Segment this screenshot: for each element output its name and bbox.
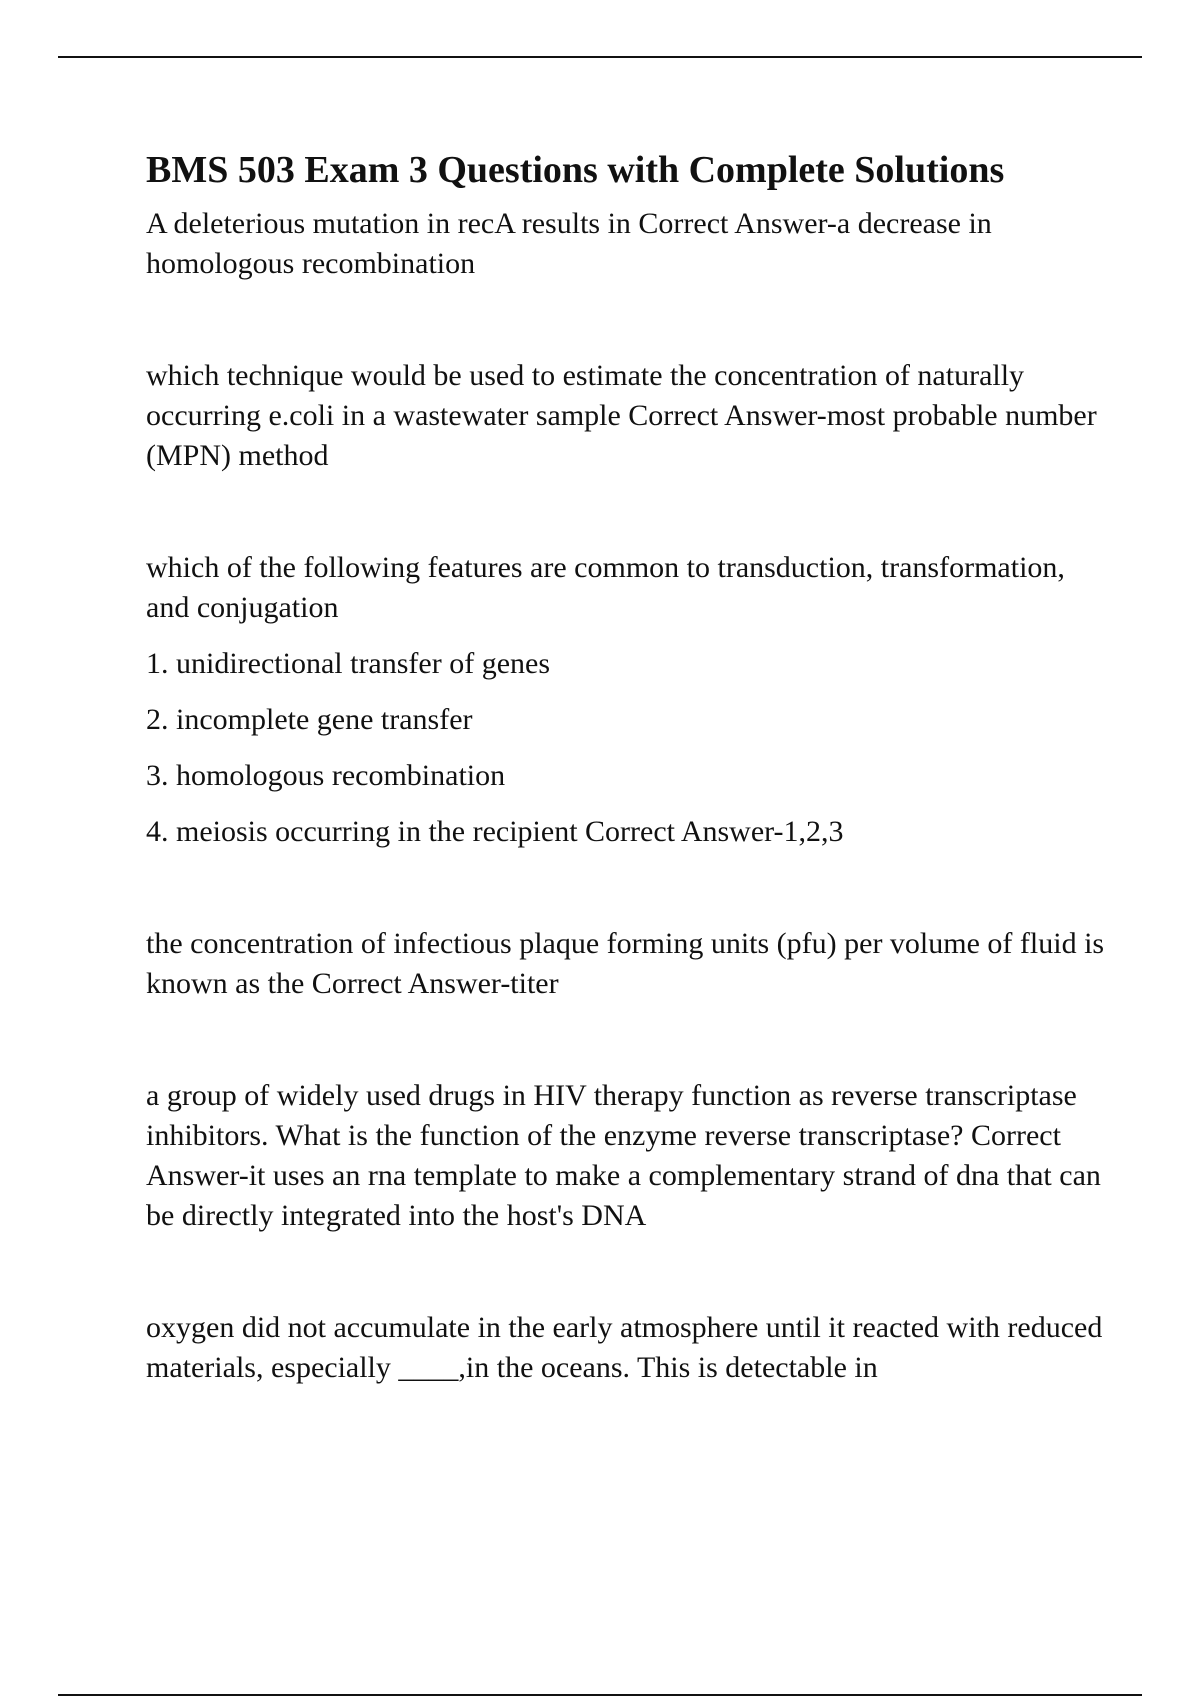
list-item: 1. unidirectional transfer of genes: [146, 647, 551, 680]
spacer: [146, 628, 1106, 644]
question-4: the concentration of infectious plaque forming units (pfu) per volume of fluid is known as the Correct Answer-titer: [146, 927, 1105, 1000]
question-5: a group of widely used drugs in HIV therapy function as reverse transcriptase inhibitors. What is the function of the enzyme reverse transcriptase? Correct Answer-it uses an rna template to make a complementary strand of dna that can be directly integrated into the host's DNA: [146, 1079, 1101, 1232]
question-3-options: [146, 644, 1106, 852]
bottom-rule: [58, 1694, 1142, 1696]
list-item: 4. meiosis occurring in the recipient Correct Answer-1,2,3: [146, 815, 844, 848]
spacer: [146, 1236, 1106, 1308]
question-6: oxygen did not accumulate in the early atmosphere until it reacted with reduced materials, especially ____,in the oceans. This is detectable in: [146, 1311, 1103, 1384]
spacer: [146, 852, 1106, 924]
question-3-stem: which of the following features are common to transduction, transformation, and conjugation: [146, 551, 1065, 624]
question-3: [146, 548, 1106, 852]
spacer: [146, 476, 1106, 548]
document-body: [146, 140, 1106, 1388]
list-item: 2. incomplete gene transfer: [146, 703, 473, 736]
spacer: [146, 1004, 1106, 1076]
top-rule: [58, 56, 1142, 58]
spacer: [146, 284, 1106, 356]
question-2: which technique would be used to estimate the concentration of naturally occurring e.coli in a wastewater sample Correct Answer-most probable number (MPN) method: [146, 359, 1097, 472]
question-1: A deleterious mutation in recA results in Correct Answer-a decrease in homologous recombination: [146, 207, 992, 280]
document-title: BMS 503 Exam 3 Questions with Complete Solutions: [146, 149, 1005, 191]
list-item: 3. homologous recombination: [146, 759, 506, 792]
